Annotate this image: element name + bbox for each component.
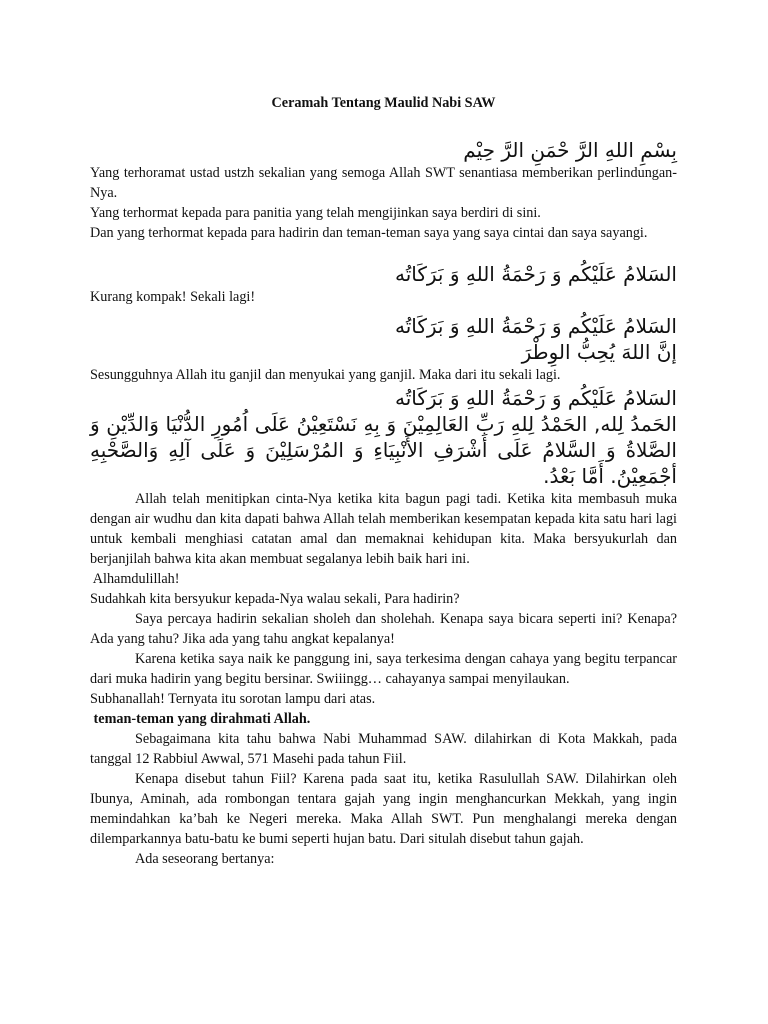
- opening-greeting-3: Dan yang terhormat kepada para hadirin dan teman-teman saya yang saya cintai dan saya sayangi.: [90, 225, 648, 241]
- body-paragraph-9: Ada seseorang bertanya:: [135, 851, 275, 867]
- salam-arabic-2: السَلامُ عَلَيْكُم وَ رَحْمَةُ اللهِ وَ بَرَكَاتُه: [394, 314, 677, 338]
- kurang-kompak-text: Kurang kompak! Sekali lagi!: [90, 289, 256, 305]
- hamdalah-arabic: الحَمدُ لِله, الحَمْدُ لِلهِ رَبِّ العَالِمِيْنَ وَ بِهِ نَسْتَعِيْنُ عَلَى اُمُورِ الدُّنْيَا وَالدِّيْنِ وَ الصَّلاةُ وَ السَّلامُ عَلَى أَشْرَفِ الأَنْبِيَاءِ وَ المُرْسَلِيْنَ وَ عَلَى آلِهِ وَالصَّحْبِهِ أجْمَعِيْنُ. أَمَّا بَعْدُ.: [90, 412, 677, 488]
- basmalah-arabic: بِسْمِ اللهِ الرَّ حْمَنِ الرَّ حِيْم: [463, 138, 677, 162]
- body-paragraph-8: Kenapa disebut tahun Fiil? Karena pada saat itu, ketika Rasulullah SAW. Dilahirkan oleh Ibunya, Aminah, ada rombongan tentara gajah yang ingin menghancurkan Mekkah, yang ingin memindahkan ka’bah ke Negeri mereka. Maka Allah SWT. Pun menghalangi mereka dengan dilemparkannya batu-batu ke bumi seperti hujan batu. Dari situlah disebut tahun gajah.: [90, 771, 677, 847]
- body-paragraph-5: Karena ketika saya naik ke panggung ini, saya terkesima dengan cahaya yang begitu terpancar dari muka hadirin yang begitu bersinar. Swiiingg… cahayanya sampai menyilaukan.: [90, 651, 677, 687]
- salam-arabic-3: السَلامُ عَلَيْكُم وَ رَحْمَةُ اللهِ وَ بَرَكَاتُه: [394, 386, 677, 410]
- section-heading: teman-teman yang dirahmati Allah.: [90, 711, 311, 727]
- opening-greeting-2: Yang terhormat kepada para panitia yang telah mengijinkan saya berdiri di sini.: [90, 205, 541, 221]
- body-paragraph-4: Saya percaya hadirin sekalian sholeh dan sholehah. Kenapa saya bicara seperti ini? Kenapa? Ada yang tahu? Jika ada yang tahu angkat kepalanya!: [90, 611, 677, 647]
- innallah-arabic: إنَّ اللهَ يُحِبُّ الوِطْرَ: [521, 340, 677, 364]
- salam-arabic-1: السَلامُ عَلَيْكُم وَ رَحْمَةُ اللهِ وَ بَرَكَاتُه: [394, 262, 677, 286]
- body-paragraph-6: Subhanallah! Ternyata itu sorotan lampu dari atas.: [90, 691, 376, 707]
- body-paragraph-2: Alhamdulillah!: [90, 571, 180, 587]
- document-title: Ceramah Tentang Maulid Nabi SAW: [271, 95, 496, 111]
- opening-greeting-1: Yang terhoramat ustad ustzh sekalian yang semoga Allah SWT senantiasa memberikan perlindungan-Nya.: [90, 165, 677, 201]
- body-paragraph-3: Sudahkah kita bersyukur kepada-Nya walau sekali, Para hadirin?: [90, 591, 460, 607]
- sesungguhnya-text: Sesungguhnya Allah itu ganjil dan menyukai yang ganjil. Maka dari itu sekali lagi.: [90, 367, 561, 383]
- body-paragraph-7: Sebagaimana kita tahu bahwa Nabi Muhammad SAW. dilahirkan di Kota Makkah, pada tanggal 12 Rabbiul Awwal, 571 Masehi pada tahun Fiil.: [90, 731, 677, 767]
- document-page: [90, 0, 677, 869]
- body-paragraph-1: Allah telah menitipkan cinta-Nya ketika kita bagun pagi tadi. Ketika kita membasuh muka dengan air wudhu dan kita dapati bahwa Allah telah memberikan kesempatan kepada kita satu hari lagi untuk kembali menghiasi catatan amal dan memaknai kehidupan kita. Maka bersyukurlah dan berjanjilah bahwa kita akan membuat segalanya lebih baik hari ini.: [90, 491, 677, 567]
